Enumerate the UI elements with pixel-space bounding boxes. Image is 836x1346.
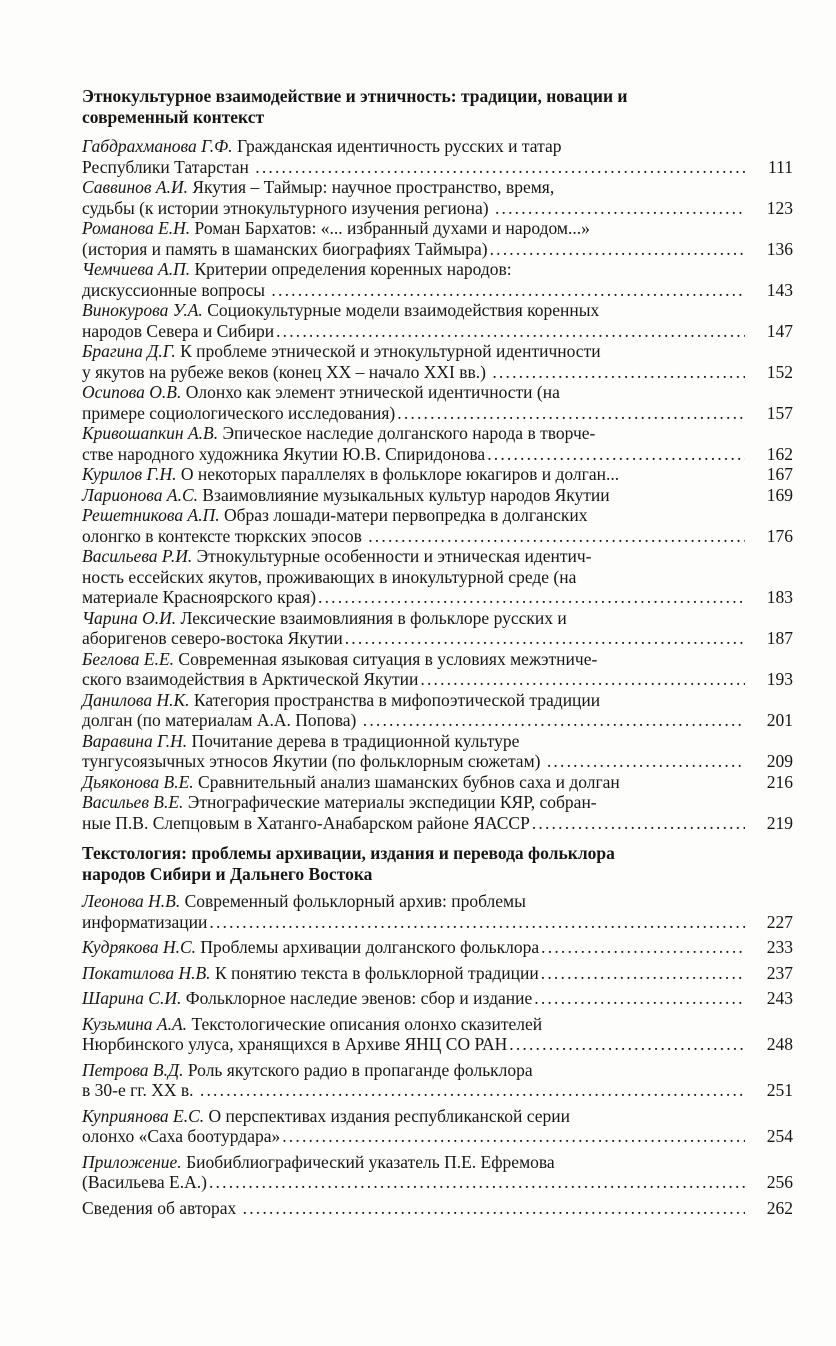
entry-title-line: О некоторых параллелях в фольклоре юкагиров и долган... <box>180 464 620 484</box>
entry-line <box>82 1080 745 1101</box>
entry-line <box>82 988 745 1009</box>
toc-entry <box>82 1198 793 1219</box>
dot-leader <box>276 321 745 342</box>
page-number: 254 <box>766 1126 793 1146</box>
toc-entry <box>82 608 793 649</box>
entry-line <box>82 891 745 912</box>
entry-text <box>82 649 745 690</box>
toc-entry <box>82 1152 793 1193</box>
entry-title-line: Сравнительный анализ шаманских бубнов саха и долган <box>198 771 620 792</box>
entry-title-line: Фольклорное наследие эвенов: сбор и издание <box>185 988 533 1008</box>
entry-title-line: судьбы (к истории этнокультурного изучения региона) <box>82 197 493 218</box>
dot-leader <box>509 1034 745 1055</box>
entry-line <box>82 772 745 793</box>
page-number: 136 <box>766 238 793 259</box>
entry-text <box>82 218 745 259</box>
toc-entry <box>82 546 793 608</box>
entry-text <box>82 963 745 984</box>
page-number: 157 <box>766 402 793 423</box>
entry-text <box>82 772 745 793</box>
entry-line <box>82 690 745 711</box>
entry-line <box>82 362 745 383</box>
entry-author: Чемчиева А.П. <box>82 259 195 279</box>
entry-line <box>82 1172 745 1193</box>
toc-entry <box>82 300 793 341</box>
entry-title-line: ского взаимодействия в Арктической Якутии <box>82 669 419 689</box>
toc-entry <box>82 177 793 218</box>
entry-title-line: тунгусоязычных этносов Якутии (по фольклорным сюжетам) <box>82 751 545 771</box>
toc-entry <box>82 1106 793 1147</box>
entry-title-line: у якутов на рубеже веков (конец XX – начало XXI вв.) <box>82 361 491 382</box>
dot-leader <box>243 1198 745 1219</box>
entry-title-line: (история и память в шаманских биографиях Таймыра) <box>82 238 488 259</box>
dot-leader <box>345 628 745 649</box>
toc-entry <box>82 485 793 506</box>
section-heading-line: Текстология: проблемы архивации, издания и перевода фольклора <box>82 843 615 863</box>
entry-title-line: Текстологические описания олонхо сказителей <box>191 1013 543 1034</box>
dot-leader <box>282 1126 745 1147</box>
page-number: 152 <box>766 361 793 382</box>
entry-title-line: материале Красноярского края) <box>82 587 317 607</box>
dot-leader <box>368 526 745 547</box>
page-number: 193 <box>766 669 793 689</box>
entry-text <box>82 1106 745 1147</box>
entry-line <box>82 239 745 260</box>
toc-entry <box>82 1014 793 1055</box>
toc-content <box>82 86 793 1218</box>
entry-title-line: Гражданская идентичность русских и татар <box>236 136 562 156</box>
entry-title-line: долган (по материалам А.А. Попова) <box>82 710 361 730</box>
toc-entry <box>82 792 793 833</box>
toc-entry <box>82 649 793 690</box>
entry-line <box>82 1106 745 1127</box>
entry-author: Данилова Н.К. <box>82 689 194 710</box>
entry-author: Васильева Р.И. <box>82 546 197 566</box>
section-heading <box>82 86 793 128</box>
toc-entry <box>82 505 793 546</box>
entry-title-line: Почитание дерева в традиционной культуре <box>191 730 520 751</box>
page-number: 219 <box>766 812 793 833</box>
toc-entry <box>82 937 793 958</box>
entry-text <box>82 485 745 506</box>
page-number: 143 <box>766 279 793 300</box>
section-heading-line: народов Сибири и Дальнего Востока <box>82 864 373 884</box>
entry-author: Курилов Г.Н. <box>82 464 181 484</box>
entry-title-line: Биобиблиографический указатель П.Е. Ефремова <box>186 1151 555 1172</box>
dot-leader <box>490 239 745 260</box>
page-number: 209 <box>766 751 793 771</box>
page-number: 147 <box>766 320 793 341</box>
entry-author: Леонова Н.В. <box>82 891 185 911</box>
entry-line <box>82 649 745 670</box>
toc-entry <box>82 891 793 932</box>
page-number: 167 <box>766 464 793 484</box>
page-number: 183 <box>766 587 793 607</box>
entry-line <box>82 1126 745 1147</box>
page-number: 162 <box>766 443 793 464</box>
entry-line <box>82 628 745 649</box>
page-number: 169 <box>766 484 793 505</box>
entry-title-line: примере социологического исследования) <box>82 402 396 423</box>
entry-line <box>82 136 745 157</box>
toc-entry <box>82 690 793 731</box>
page-number: 111 <box>768 156 793 177</box>
page-number: 227 <box>766 911 793 932</box>
entry-text <box>82 300 745 341</box>
page-number: 187 <box>766 628 793 648</box>
dot-leader <box>363 710 745 731</box>
dot-leader <box>541 937 745 958</box>
entry-text <box>82 731 745 772</box>
entry-line <box>82 567 745 588</box>
page-number: 176 <box>766 525 793 546</box>
entry-text <box>82 505 745 546</box>
page-number: 256 <box>766 1172 793 1192</box>
entry-line <box>82 608 745 629</box>
entry-title-line: аборигенов северо-востока Якутии <box>82 628 343 648</box>
entry-text <box>82 546 745 608</box>
entry-author: Брагина Д.Г. <box>82 341 181 361</box>
entry-line <box>82 587 745 608</box>
toc-entry <box>82 988 793 1009</box>
entry-line <box>82 321 745 342</box>
entry-line <box>82 526 745 547</box>
toc-entry <box>82 731 793 772</box>
entry-author: Варавина Г.Н. <box>82 730 192 751</box>
entry-text <box>82 1060 745 1101</box>
entry-title-line: О перспективах издания республиканской серии <box>208 1105 570 1126</box>
entry-author: Шарина С.И. <box>82 988 186 1008</box>
dot-leader <box>487 444 745 465</box>
entry-title-line: олонгко в контексте тюркских эпосов <box>82 525 367 546</box>
entry-line <box>82 937 745 958</box>
entry-text <box>82 891 745 932</box>
entry-title-line: Сведения об авторах <box>82 1197 241 1218</box>
entry-title-line: К понятию текста в фольклорной традиции <box>214 962 539 983</box>
toc-entry <box>82 259 793 300</box>
entry-line <box>82 963 745 984</box>
dot-leader <box>547 751 745 772</box>
entry-line <box>82 1198 745 1219</box>
entry-title-line: олонхо «Саха боотурдара» <box>82 1126 281 1146</box>
entry-title-line: Эпическое наследие долганского народа в творче- <box>222 423 596 443</box>
entry-title-line: Современный фольклорный архив: проблемы <box>184 891 526 911</box>
dot-leader <box>541 963 745 984</box>
entry-text <box>82 937 745 958</box>
entry-title-line: Этнокультурные особенности и этническая идентич- <box>196 546 592 566</box>
page-number: 216 <box>766 771 793 792</box>
entry-line <box>82 813 745 834</box>
entry-text <box>82 177 745 218</box>
entry-text <box>82 1014 745 1055</box>
dot-leader <box>255 157 745 178</box>
toc-entry <box>82 136 793 177</box>
entry-author: Покатилова Н.В. <box>82 962 215 983</box>
entry-text <box>82 136 745 177</box>
entry-title-line: Образ лошади-матери первопредка в долганских <box>223 505 588 525</box>
entry-line <box>82 423 745 444</box>
dot-leader <box>271 280 745 301</box>
entry-line <box>82 505 745 526</box>
entry-author: Ларионова А.С. <box>82 484 203 505</box>
entry-text <box>82 690 745 731</box>
toc-entry <box>82 772 793 793</box>
entry-title-line: Роман Бархатов: «... избранный духами и народом...» <box>194 218 590 238</box>
entry-author: Куприянова Е.С. <box>82 1105 209 1126</box>
page-number: 201 <box>766 710 793 730</box>
toc-entry <box>82 382 793 423</box>
entry-title-line: ность ессейских якутов, проживающих в инокультурной среде (на <box>82 566 577 587</box>
toc-entry <box>82 963 793 984</box>
dot-leader <box>492 362 745 383</box>
entry-author: Осипова О.В. <box>82 382 186 402</box>
entry-author: Беглова Е.Е. <box>82 648 179 669</box>
entry-line <box>82 403 745 424</box>
entry-title-line: Роль якутского радио в пропаганде фольклора <box>187 1059 533 1080</box>
entry-line <box>82 751 745 772</box>
page-number: 243 <box>766 988 793 1008</box>
entry-text <box>82 259 745 300</box>
entry-line <box>82 382 745 403</box>
entry-author: Чарина О.И. <box>82 607 181 628</box>
entry-text <box>82 423 745 464</box>
toc-section <box>82 843 793 1218</box>
entry-line <box>82 1152 745 1173</box>
entry-author: Дьяконова В.Е. <box>82 771 199 792</box>
dot-leader <box>209 1172 745 1193</box>
entry-line <box>82 341 745 362</box>
entry-author: Винокурова У.А. <box>82 300 208 320</box>
entry-line <box>82 1034 745 1055</box>
page-number: 248 <box>766 1034 793 1054</box>
dot-leader <box>200 1080 745 1101</box>
entry-author: Петрова В.Д. <box>82 1059 188 1080</box>
page-number: 262 <box>766 1197 793 1218</box>
entry-line <box>82 444 745 465</box>
entry-line <box>82 485 745 506</box>
entry-title-line: информатизации <box>82 911 208 932</box>
entry-title-line: К проблеме этнической и этнокультурной идентичности <box>180 341 601 361</box>
entry-text <box>82 792 745 833</box>
entry-text <box>82 608 745 649</box>
entry-author: Приложение. <box>82 1151 187 1172</box>
entry-author: Кудрякова Н.С. <box>82 937 201 957</box>
toc-entry <box>82 423 793 464</box>
entry-text <box>82 382 745 423</box>
dot-leader <box>318 587 745 608</box>
entry-line <box>82 1014 745 1035</box>
entry-line <box>82 1060 745 1081</box>
entry-line <box>82 218 745 239</box>
section-heading-line: Этнокультурное взаимодействие и этничность: традиции, новации и <box>82 86 628 106</box>
entry-line <box>82 300 745 321</box>
entry-title-line: народов Севера и Сибири <box>82 320 275 341</box>
entry-line <box>82 669 745 690</box>
page-number: 251 <box>766 1080 793 1100</box>
dot-leader <box>209 912 745 933</box>
entry-line <box>82 198 745 219</box>
toc-entry <box>82 341 793 382</box>
entry-title-line: Республики Татарстан <box>82 156 254 177</box>
entry-title-line: Нюрбинского улуса, хранящихся в Архиве ЯНЦ СО РАН <box>82 1034 508 1054</box>
dot-leader <box>420 669 745 690</box>
entry-line <box>82 710 745 731</box>
entry-text <box>82 341 745 382</box>
entry-title-line: Категория пространства в мифопоэтической традиции <box>193 689 601 710</box>
entry-author: Саввинов А.И. <box>82 177 193 197</box>
entry-line <box>82 259 745 280</box>
entry-title-line: Социокультурные модели взаимодействия коренных <box>207 300 600 320</box>
entry-title-line: Взаимовлияние музыкальных культур народов Якутии <box>202 484 610 505</box>
entry-title-line: дискуссионные вопросы <box>82 279 270 300</box>
toc-entry <box>82 1060 793 1101</box>
entry-title-line: в 30-е гг. XX в. <box>82 1080 198 1100</box>
entry-line <box>82 546 745 567</box>
entry-text <box>82 988 745 1009</box>
section-heading-line: современный контекст <box>82 107 265 127</box>
entry-title-line: ные П.В. Слепцовым в Хатанго-Анабарском районе ЯАССР <box>82 812 530 833</box>
entry-author: Кузьмина А.А. <box>82 1013 192 1034</box>
entry-title-line: Этнографические материалы экспедиции КЯР, собран- <box>187 792 597 812</box>
page-number: 237 <box>766 962 793 983</box>
entry-text <box>82 1198 745 1219</box>
dot-leader <box>532 813 745 834</box>
entry-text <box>82 464 745 485</box>
page-number: 233 <box>766 937 793 957</box>
entry-author: Кривошапкин А.В. <box>82 423 223 443</box>
entry-text <box>82 1152 745 1193</box>
page-number: 123 <box>766 197 793 218</box>
entry-title-line: Проблемы архивации долганского фольклора <box>200 937 540 957</box>
entry-title-line: стве народного художника Якутии Ю.В. Спиридонова <box>82 443 486 464</box>
entry-title-line: (Васильева Е.А.) <box>82 1172 207 1192</box>
entry-author: Васильев В.Е. <box>82 792 188 812</box>
entry-line <box>82 157 745 178</box>
entry-author: Романова Е.Н. <box>82 218 195 238</box>
toc-section <box>82 86 793 833</box>
entry-line <box>82 912 745 933</box>
entry-title-line: Современная языковая ситуация в условиях межэтниче- <box>178 648 598 669</box>
toc-entry <box>82 218 793 259</box>
entry-author: Габдрахманова Г.Ф. <box>82 136 237 156</box>
entry-title-line: Якутия – Таймыр: научное пространство, время, <box>192 177 555 197</box>
dot-leader <box>397 403 745 424</box>
section-heading <box>82 843 793 885</box>
entry-line <box>82 464 745 485</box>
entry-title-line: Лексические взаимовлияния в фольклоре русских и <box>180 607 567 628</box>
entry-line <box>82 280 745 301</box>
toc-entry <box>82 464 793 485</box>
entry-line <box>82 731 745 752</box>
entry-line <box>82 792 745 813</box>
entry-title-line: Олонхо как элемент этнической идентичности (на <box>185 382 560 402</box>
dot-leader <box>495 198 745 219</box>
entry-author: Решетникова А.П. <box>82 505 224 525</box>
dot-leader <box>534 988 745 1009</box>
entry-line <box>82 177 745 198</box>
entry-title-line: Критерии определения коренных народов: <box>194 259 512 279</box>
